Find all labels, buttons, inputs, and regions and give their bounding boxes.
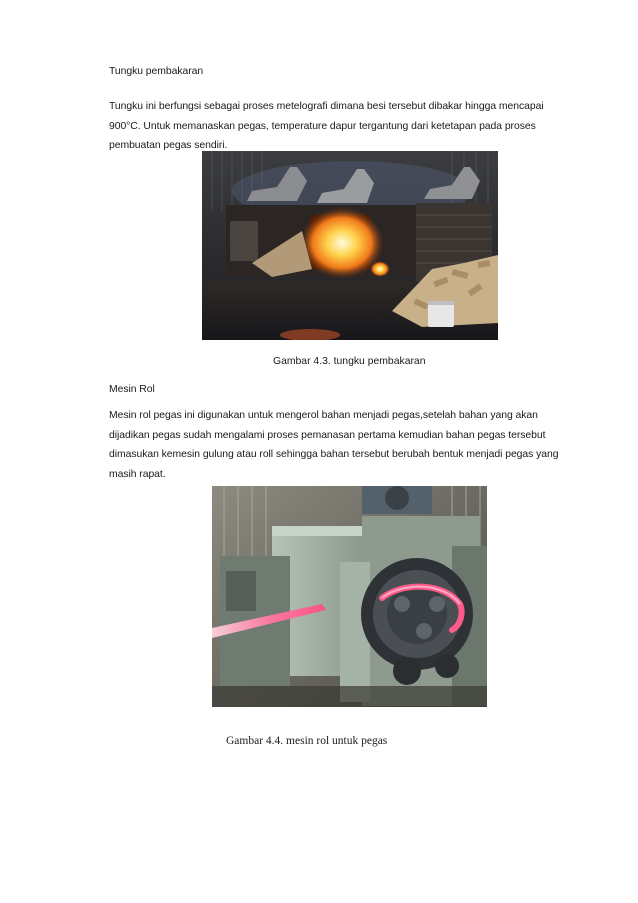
paragraph-line: masih rapat. — [109, 468, 166, 480]
section-heading-furnace: Tungku pembakaran — [109, 66, 204, 77]
paragraph-line: pembuatan pegas sendiri. — [109, 140, 228, 151]
section-heading-roller: Mesin Rol — [109, 384, 155, 395]
figure-caption-roller: Gambar 4.4. mesin rol untuk pegas — [226, 735, 388, 747]
paragraph-line: Mesin rol pegas ini digunakan untuk mengerol bahan menjadi pegas,setelah bahan yang akan — [109, 410, 538, 421]
paragraph-line: dijadikan pegas sudah mengalami proses pemanasan pertama kemudian bahan pegas tersebut — [109, 429, 546, 441]
paragraph-line: Tungku ini berfungsi sebagai proses metelografi dimana besi tersebut dibakar hingga mencapai — [109, 101, 544, 112]
paragraph-furnace — [109, 97, 584, 156]
rolling-machine-photo — [212, 486, 487, 707]
furnace-photo — [202, 151, 498, 340]
paragraph-roller — [109, 406, 584, 484]
paragraph-line: dimasukan kemesin gulung atau roll sehingga bahan tersebut berubah bentuk menjadi pegas yang — [109, 449, 559, 460]
paragraph-line: 900°C. Untuk memanaskan pegas, temperature dapur tergantung dari ketetapan pada proses — [109, 120, 536, 132]
figure-caption-furnace: Gambar 4.3. tungku pembakaran — [273, 356, 426, 367]
